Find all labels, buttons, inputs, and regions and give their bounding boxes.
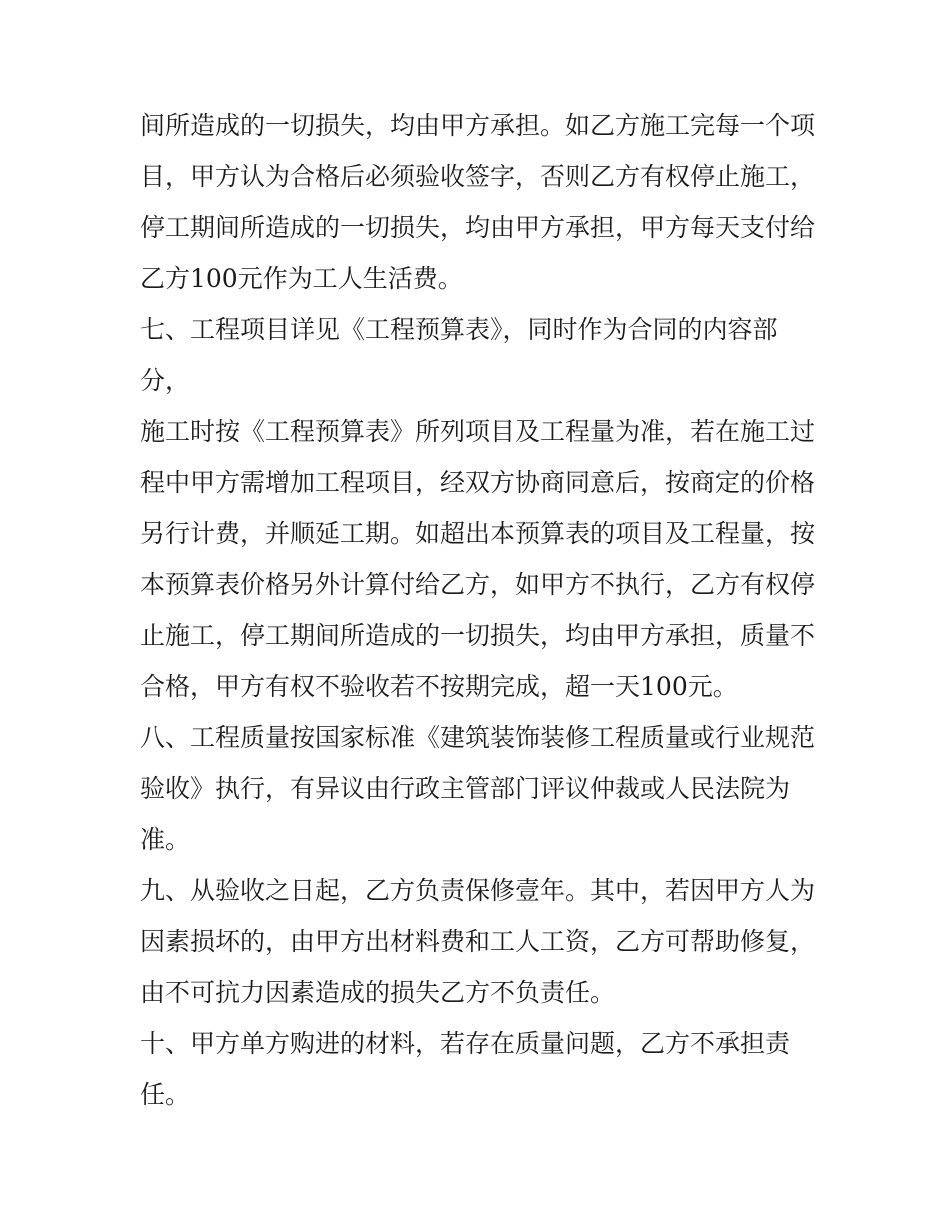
text-line: 停工期间所造成的一切损失，均由甲方承担，甲方每天支付给 xyxy=(140,213,816,242)
text-line: 分， xyxy=(140,366,191,395)
text-line: 因素损坏的，由甲方出材料费和工人工资，乙方可帮助修复， xyxy=(140,927,816,956)
text-line: 本预算表价格另外计算付给乙方，如甲方不执行，乙方有权停 xyxy=(140,570,816,599)
text-line: 另行计费，并顺延工期。如超出本预算表的项目及工程量，按 xyxy=(140,519,816,548)
text-line: 合格，甲方有权不验收若不按期完成，超一天100元。 xyxy=(140,672,738,701)
text-line: 施工时按《工程预算表》所列项目及工程量为准，若在施工过 xyxy=(140,417,816,446)
text-line: 间所造成的一切损失，均由甲方承担。如乙方施工完每一个项 xyxy=(140,111,816,140)
text-line: 验收》执行，有异议由行政主管部门评议仲裁或人民法院为 xyxy=(140,774,791,803)
clause-9-line: 九、从验收之日起，乙方负责保修壹年。其中，若因甲方人为 xyxy=(140,876,816,905)
text-line: 任。 xyxy=(140,1080,191,1109)
clause-10-line: 十、甲方单方购进的材料，若存在质量问题，乙方不承担责 xyxy=(140,1029,791,1058)
text-line: 准。 xyxy=(140,825,191,854)
text-line: 止施工，停工期间所造成的一切损失，均由甲方承担，质量不 xyxy=(140,621,816,650)
text-line: 由不可抗力因素造成的损失乙方不负责任。 xyxy=(140,978,616,1007)
contract-text-body xyxy=(140,100,820,1120)
text-line: 目，甲方认为合格后必须验收签字，否则乙方有权停止施工， xyxy=(140,162,816,191)
text-line: 程中甲方需增加工程项目，经双方协商同意后，按商定的价格 xyxy=(140,468,816,497)
clause-7-line: 七、工程项目详见《工程预算表》，同时作为合同的内容部 xyxy=(140,315,778,344)
clause-8-line: 八、工程质量按国家标准《建筑装饰装修工程质量或行业规范 xyxy=(140,723,816,752)
text-line: 乙方100元作为工人生活费。 xyxy=(140,264,463,293)
